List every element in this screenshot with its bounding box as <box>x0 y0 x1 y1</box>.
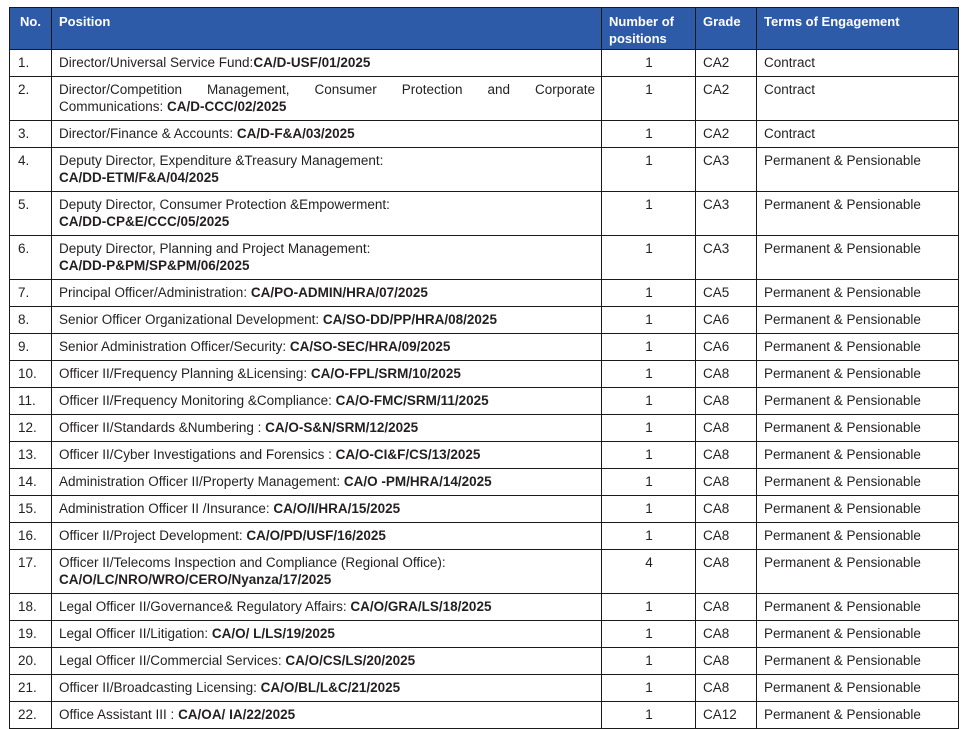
vacancies-table <box>9 7 959 729</box>
number-of-positions: 1 <box>602 148 696 192</box>
row-number: 22. <box>10 702 52 729</box>
number-of-positions: 1 <box>602 675 696 702</box>
position-reference-code: CA/O/GRA/LS/18/2025 <box>350 599 492 614</box>
terms-of-engagement: Permanent & Pensionable <box>757 523 959 550</box>
terms-of-engagement: Contract <box>757 50 959 77</box>
row-number: 6. <box>10 236 52 280</box>
terms-of-engagement: Permanent & Pensionable <box>757 702 959 729</box>
grade: CA3 <box>696 192 757 236</box>
header-terms: Terms of Engagement <box>757 8 959 50</box>
position-reference-code: CA/DD-CP&E/CCC/05/2025 <box>59 214 230 229</box>
terms-of-engagement: Permanent & Pensionable <box>757 192 959 236</box>
table-row <box>10 550 959 594</box>
position-cell <box>52 236 602 280</box>
position-reference-code: CA/D-CCC/02/2025 <box>167 99 287 114</box>
number-of-positions: 1 <box>602 621 696 648</box>
terms-of-engagement: Contract <box>757 77 959 121</box>
position-cell <box>52 415 602 442</box>
number-of-positions: 1 <box>602 442 696 469</box>
number-of-positions: 4 <box>602 550 696 594</box>
number-of-positions: 1 <box>602 361 696 388</box>
position-reference-code: CA/PO-ADMIN/HRA/07/2025 <box>250 285 428 300</box>
position-cell <box>52 307 602 334</box>
terms-of-engagement: Permanent & Pensionable <box>757 388 959 415</box>
position-title: Legal Officer II/Commercial Services: <box>59 653 286 668</box>
table-row <box>10 77 959 121</box>
table-row <box>10 334 959 361</box>
position-cell <box>52 550 602 594</box>
number-of-positions: 1 <box>602 280 696 307</box>
number-of-positions: 1 <box>602 50 696 77</box>
header-number-of-positions: Number of positions <box>602 8 696 50</box>
row-number: 18. <box>10 594 52 621</box>
terms-of-engagement: Permanent & Pensionable <box>757 280 959 307</box>
position-cell <box>52 148 602 192</box>
table-row <box>10 50 959 77</box>
position-reference-code: CA/DD-ETM/F&A/04/2025 <box>59 170 219 185</box>
position-title: Senior Officer Organizational Development: <box>59 312 323 327</box>
position-cell <box>52 675 602 702</box>
position-cell <box>52 50 602 77</box>
grade: CA8 <box>696 496 757 523</box>
number-of-positions: 1 <box>602 236 696 280</box>
row-number: 12. <box>10 415 52 442</box>
position-reference-code: CA/O-CI&F/CS/13/2025 <box>335 447 481 462</box>
position-reference-code: CA/SO-SEC/HRA/09/2025 <box>289 339 451 354</box>
grade: CA8 <box>696 361 757 388</box>
position-cell <box>52 621 602 648</box>
row-number: 5. <box>10 192 52 236</box>
position-reference-code: CA/O/BL/L&C/21/2025 <box>260 680 401 695</box>
terms-of-engagement: Permanent & Pensionable <box>757 334 959 361</box>
grade: CA8 <box>696 648 757 675</box>
position-cell <box>52 388 602 415</box>
grade: CA8 <box>696 469 757 496</box>
grade: CA8 <box>696 415 757 442</box>
row-number: 16. <box>10 523 52 550</box>
position-reference-code: CA/O-FPL/SRM/10/2025 <box>310 366 461 381</box>
row-number: 19. <box>10 621 52 648</box>
number-of-positions: 1 <box>602 121 696 148</box>
row-number: 10. <box>10 361 52 388</box>
grade: CA8 <box>696 550 757 594</box>
grade: CA2 <box>696 77 757 121</box>
grade: CA6 <box>696 307 757 334</box>
grade: CA3 <box>696 236 757 280</box>
position-reference-code: CA/O-S&N/SRM/12/2025 <box>265 420 419 435</box>
table-row <box>10 361 959 388</box>
position-title: Deputy Director, Planning and Project Management: <box>59 241 371 256</box>
position-cell <box>52 496 602 523</box>
table-row <box>10 236 959 280</box>
position-title: Director/Competition Management, Consumer Protection and Corporate Communications: <box>59 82 595 114</box>
header-grade: Grade <box>696 8 757 50</box>
position-cell <box>52 121 602 148</box>
table-row <box>10 648 959 675</box>
grade: CA8 <box>696 388 757 415</box>
table-row <box>10 388 959 415</box>
position-cell <box>52 469 602 496</box>
number-of-positions: 1 <box>602 388 696 415</box>
row-number: 17. <box>10 550 52 594</box>
grade: CA12 <box>696 702 757 729</box>
position-title: Office Assistant III : <box>59 707 179 722</box>
number-of-positions: 1 <box>602 77 696 121</box>
position-title: Legal Officer II/Governance& Regulatory Affairs: <box>59 599 351 614</box>
position-reference-code: CA/OA/ IA/22/2025 <box>178 707 296 722</box>
terms-of-engagement: Permanent & Pensionable <box>757 236 959 280</box>
position-title: Officer II/Telecoms Inspection and Compliance (Regional Office): <box>59 555 446 570</box>
table-row <box>10 148 959 192</box>
position-reference-code: CA/O/PD/USF/16/2025 <box>246 528 386 543</box>
position-reference-code: CA/O -PM/HRA/14/2025 <box>343 474 492 489</box>
table-row <box>10 121 959 148</box>
position-cell <box>52 361 602 388</box>
position-title: Administration Officer II /Insurance: <box>59 501 274 516</box>
position-cell <box>52 280 602 307</box>
grade: CA5 <box>696 280 757 307</box>
position-title: Officer II/Standards &Numbering : <box>59 420 266 435</box>
row-number: 9. <box>10 334 52 361</box>
table-row <box>10 442 959 469</box>
table-row <box>10 307 959 334</box>
position-reference-code: CA/O-FMC/SRM/11/2025 <box>335 393 489 408</box>
number-of-positions: 1 <box>602 648 696 675</box>
position-reference-code: CA/DD-P&PM/SP&PM/06/2025 <box>59 258 250 273</box>
position-cell <box>52 334 602 361</box>
position-cell <box>52 702 602 729</box>
terms-of-engagement: Permanent & Pensionable <box>757 469 959 496</box>
position-title: Principal Officer/Administration: <box>59 285 251 300</box>
position-title: Officer II/Cyber Investigations and Forensics : <box>59 447 336 462</box>
position-reference-code: CA/SO-DD/PP/HRA/08/2025 <box>322 312 497 327</box>
position-cell <box>52 594 602 621</box>
grade: CA8 <box>696 523 757 550</box>
grade: CA8 <box>696 594 757 621</box>
terms-of-engagement: Permanent & Pensionable <box>757 675 959 702</box>
row-number: 3. <box>10 121 52 148</box>
position-title: Officer II/Broadcasting Licensing: <box>59 680 261 695</box>
terms-of-engagement: Permanent & Pensionable <box>757 148 959 192</box>
table-row <box>10 280 959 307</box>
position-title: Officer II/Project Development: <box>59 528 247 543</box>
grade: CA2 <box>696 121 757 148</box>
row-number: 14. <box>10 469 52 496</box>
position-title: Deputy Director, Consumer Protection &Empowerment: <box>59 197 390 212</box>
grade: CA8 <box>696 442 757 469</box>
grade: CA6 <box>696 334 757 361</box>
table-row <box>10 469 959 496</box>
terms-of-engagement: Permanent & Pensionable <box>757 648 959 675</box>
terms-of-engagement: Permanent & Pensionable <box>757 621 959 648</box>
terms-of-engagement: Permanent & Pensionable <box>757 415 959 442</box>
terms-of-engagement: Contract <box>757 121 959 148</box>
position-title: Senior Administration Officer/Security: <box>59 339 290 354</box>
position-title: Administration Officer II/Property Management: <box>59 474 344 489</box>
position-cell <box>52 523 602 550</box>
row-number: 15. <box>10 496 52 523</box>
number-of-positions: 1 <box>602 702 696 729</box>
position-cell <box>52 77 602 121</box>
number-of-positions: 1 <box>602 192 696 236</box>
row-number: 7. <box>10 280 52 307</box>
table-row <box>10 192 959 236</box>
table-header <box>10 8 959 50</box>
position-cell <box>52 192 602 236</box>
grade: CA8 <box>696 675 757 702</box>
table-row <box>10 415 959 442</box>
table-body <box>10 50 959 729</box>
grade: CA3 <box>696 148 757 192</box>
position-reference-code: CA/D-USF/01/2025 <box>253 55 371 70</box>
number-of-positions: 1 <box>602 415 696 442</box>
number-of-positions: 1 <box>602 594 696 621</box>
position-title: Legal Officer II/Litigation: <box>59 626 212 641</box>
position-reference-code: CA/O/I/HRA/15/2025 <box>273 501 401 516</box>
position-title: Director/Finance & Accounts: <box>59 126 237 141</box>
position-reference-code: CA/O/CS/LS/20/2025 <box>285 653 416 668</box>
row-number: 1. <box>10 50 52 77</box>
position-title: Director/Universal Service Fund: <box>59 55 254 70</box>
page-margin <box>960 0 974 709</box>
terms-of-engagement: Permanent & Pensionable <box>757 307 959 334</box>
row-number: 11. <box>10 388 52 415</box>
terms-of-engagement: Permanent & Pensionable <box>757 361 959 388</box>
grade: CA2 <box>696 50 757 77</box>
header-no: No. <box>10 8 52 50</box>
table-row <box>10 523 959 550</box>
number-of-positions: 1 <box>602 523 696 550</box>
terms-of-engagement: Permanent & Pensionable <box>757 550 959 594</box>
table-row <box>10 496 959 523</box>
row-number: 2. <box>10 77 52 121</box>
row-number: 21. <box>10 675 52 702</box>
position-title: Officer II/Frequency Planning &Licensing: <box>59 366 311 381</box>
table-row <box>10 702 959 729</box>
header-position: Position <box>52 8 602 50</box>
position-reference-code: CA/O/ L/LS/19/2025 <box>211 626 335 641</box>
terms-of-engagement: Permanent & Pensionable <box>757 442 959 469</box>
table-row <box>10 594 959 621</box>
terms-of-engagement: Permanent & Pensionable <box>757 594 959 621</box>
number-of-positions: 1 <box>602 307 696 334</box>
position-reference-code: CA/D-F&A/03/2025 <box>236 126 355 141</box>
table-row <box>10 621 959 648</box>
terms-of-engagement: Permanent & Pensionable <box>757 496 959 523</box>
position-title: Deputy Director, Expenditure &Treasury Management: <box>59 153 384 168</box>
row-number: 20. <box>10 648 52 675</box>
table-row <box>10 675 959 702</box>
position-reference-code: CA/O/LC/NRO/WRO/CERO/Nyanza/17/2025 <box>59 572 332 587</box>
number-of-positions: 1 <box>602 469 696 496</box>
position-cell <box>52 442 602 469</box>
number-of-positions: 1 <box>602 334 696 361</box>
position-title: Officer II/Frequency Monitoring &Compliance: <box>59 393 336 408</box>
row-number: 13. <box>10 442 52 469</box>
grade: CA8 <box>696 621 757 648</box>
position-cell <box>52 648 602 675</box>
row-number: 8. <box>10 307 52 334</box>
number-of-positions: 1 <box>602 496 696 523</box>
row-number: 4. <box>10 148 52 192</box>
